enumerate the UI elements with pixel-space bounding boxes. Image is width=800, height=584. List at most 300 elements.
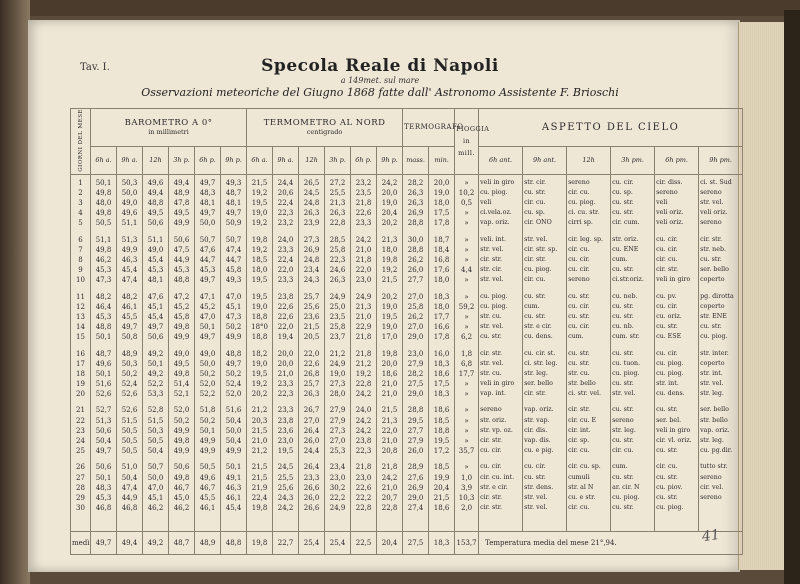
cell-value: 45,4	[147, 312, 164, 321]
cell-value: 49,6	[199, 473, 216, 482]
cell-value: 17,2	[433, 447, 450, 456]
cell-value: cir. cu.	[568, 245, 590, 253]
cell-value: 28,5	[329, 235, 346, 244]
cell-value: str. cu.	[568, 369, 590, 377]
cell-value: 45,1	[147, 493, 164, 502]
cell-value: str. vel.	[700, 199, 724, 207]
cell-value: 19,5	[251, 276, 268, 285]
book-binding-left	[0, 0, 30, 584]
col-header: min.	[429, 146, 455, 174]
cell-value: 49,9	[199, 437, 216, 446]
cell-value: str. cir.	[524, 178, 547, 186]
cell-value: 49,0	[199, 349, 216, 358]
thermometer-column	[377, 174, 403, 532]
cell-value: 48,8	[95, 323, 112, 332]
cell-value: 50,4	[225, 416, 242, 425]
cell-value: 49,7	[225, 209, 242, 218]
cell-value: 1,0	[461, 473, 473, 482]
cell-value: 12	[76, 302, 85, 311]
cell-value: cu. piog.	[480, 188, 508, 196]
cell-value: str. neb.	[700, 245, 726, 253]
cell-value: 49,5	[173, 209, 190, 218]
cell-value: 2,0	[461, 504, 473, 513]
cell-value: cu. str.	[612, 406, 634, 414]
cell-value: 26,9	[407, 483, 424, 492]
cell-value: 49,7	[121, 323, 138, 332]
cell-value: 20,0	[381, 188, 398, 197]
cell-value: 23,8	[277, 292, 294, 301]
cell-value: cu. str.	[612, 349, 634, 357]
cell-value: 22,8	[381, 504, 398, 513]
cell-value: cir. cu.	[568, 447, 590, 455]
mean-value: 49,4	[117, 532, 143, 555]
cell-value: 28,8	[407, 406, 424, 415]
cell-value: ser. bello	[524, 380, 553, 388]
cell-value: 16,0	[433, 349, 450, 358]
cell-value: 50,3	[121, 359, 138, 368]
cell-value: cu. str.	[700, 256, 722, 264]
cell-value: »	[464, 323, 469, 332]
cell-value: sereno	[700, 473, 722, 481]
cell-value: 23,4	[303, 266, 320, 275]
cell-value: 25,6	[303, 302, 320, 311]
cell-value: 18,5	[433, 416, 450, 425]
cell-value: 49,9	[173, 219, 190, 228]
observations-table	[70, 108, 743, 555]
cell-value: cu. str.	[612, 504, 634, 512]
cell-value: 48,1	[199, 199, 216, 208]
cell-value: 3,9	[461, 483, 473, 492]
cell-value: 15	[76, 333, 85, 342]
cell-value: cir. cu.	[656, 463, 678, 471]
cell-value: 21,5	[251, 473, 268, 482]
cell-value: 17,8	[433, 219, 450, 228]
cell-value: 50,0	[199, 359, 216, 368]
cell-value: cir. str.	[524, 256, 547, 264]
cell-value: 50,8	[121, 333, 138, 342]
cell-value: 19,0	[381, 323, 398, 332]
col-header: 9h pm.	[699, 146, 743, 174]
cell-value: 20,8	[381, 447, 398, 456]
page-subtitle: a 149met. sul mare	[340, 76, 420, 85]
cell-value: 23,0	[407, 349, 424, 358]
cell-value: cu. piog.	[568, 199, 596, 207]
cell-value: 46,3	[121, 256, 138, 265]
cell-value: 19,8	[251, 235, 268, 244]
cell-value: cu. e str.	[568, 493, 596, 501]
sub-header-row	[71, 146, 743, 174]
rain-total: 153,7	[455, 532, 479, 555]
cell-value: 27,7	[407, 426, 424, 435]
cell-value: 49,3	[225, 178, 242, 187]
cell-value: 24,2	[355, 416, 372, 425]
cell-value: 49,8	[173, 369, 190, 378]
cell-value: coperto	[700, 302, 725, 310]
cell-value: cir. int.	[568, 426, 591, 434]
cell-value: 22,3	[277, 390, 294, 399]
cell-value: cu. str.	[568, 349, 590, 357]
plate-number: Tav. I.	[80, 62, 110, 73]
cell-value: cu. cir.	[568, 266, 590, 274]
cell-value: 26,9	[303, 245, 320, 254]
cell-value: 22,4	[251, 493, 268, 502]
cell-value: 28,8	[407, 219, 424, 228]
cell-value: 44,7	[199, 256, 216, 265]
cell-value: 24,2	[355, 390, 372, 399]
cell-value: 50,6	[173, 235, 190, 244]
cell-value: 4,4	[461, 266, 473, 275]
cell-value: »	[464, 235, 469, 244]
cell-value: 22,3	[277, 209, 294, 218]
cell-value: 51,3	[121, 235, 138, 244]
cell-value: 24,9	[329, 504, 346, 513]
cell-value: 25	[76, 447, 85, 456]
cell-value: veli oriz.	[656, 219, 684, 227]
cell-value: 24,8	[303, 256, 320, 265]
cell-value: cu. str.	[568, 359, 590, 367]
cell-value: cu. str.	[524, 292, 546, 300]
cell-value: cir. vel.	[700, 483, 724, 491]
barometer-column	[143, 174, 169, 532]
cell-value: 27,9	[329, 406, 346, 415]
cell-value: 21,5	[433, 493, 450, 502]
cell-value: str. e cir.	[524, 323, 552, 331]
cell-value: 29,0	[407, 390, 424, 399]
cell-value: 19	[76, 380, 85, 389]
cell-value: 28,2	[407, 369, 424, 378]
cell-value: 19,0	[329, 369, 346, 378]
col-header: mass.	[403, 146, 429, 174]
cell-value: 21,2	[355, 359, 372, 368]
cell-value: str. leg.	[700, 390, 724, 398]
cell-value: 30,0	[407, 235, 424, 244]
cell-value: 25,6	[277, 483, 294, 492]
cell-value: 21,8	[355, 463, 372, 472]
cell-value: 51,5	[147, 416, 164, 425]
cell-value: 10,2	[458, 188, 475, 197]
cell-value: 30,2	[329, 483, 346, 492]
cell-value: 20,0	[381, 359, 398, 368]
cell-value: »	[464, 463, 469, 472]
col-header: 9h ant.	[523, 146, 567, 174]
cell-value: 21,2	[251, 447, 268, 456]
cell-value: cir. str. sp.	[524, 245, 558, 253]
cell-value: cu. piog.	[656, 369, 684, 377]
cell-value: 50,4	[95, 437, 112, 446]
cell-value: cu. piog.	[480, 302, 508, 310]
cell-value: 24,5	[303, 188, 320, 197]
cell-value: 4	[78, 209, 83, 218]
cell-value: 47,8	[173, 199, 190, 208]
cell-value: 22,4	[277, 199, 294, 208]
cell-value: str. e cir.	[480, 483, 508, 491]
cell-value: 45,8	[225, 266, 242, 275]
cell-value: 21,0	[355, 312, 372, 321]
cell-value: 19,0	[433, 188, 450, 197]
cell-value: 18,2	[251, 349, 268, 358]
cell-value: 19,4	[277, 333, 294, 342]
cell-value: ar. cir. N	[612, 483, 640, 491]
cell-value: 46,7	[173, 483, 190, 492]
cell-value: cir. vl. oriz.	[656, 437, 692, 445]
cell-value: 21,5	[381, 276, 398, 285]
cell-value: cu. str.	[524, 312, 546, 320]
cell-value: cu. piog.	[524, 266, 552, 274]
cell-value: 23,3	[277, 380, 294, 389]
mean-value: 25,4	[325, 532, 351, 555]
col-header: 6h a.	[247, 146, 273, 174]
cell-value: cir. cu.	[524, 199, 546, 207]
cell-value: cu. oriz.	[656, 312, 682, 320]
cell-value: »	[464, 219, 469, 228]
cell-value: 46,1	[121, 302, 138, 311]
cell-value: 49,8	[95, 209, 112, 218]
cell-value: str. vel.	[480, 276, 504, 284]
cell-value: 21,8	[381, 463, 398, 472]
cell-value: str. int.	[656, 380, 679, 388]
cell-value: 27,0	[407, 292, 424, 301]
cell-value: 47,6	[147, 292, 164, 301]
cell-value: 50,0	[121, 188, 138, 197]
cell-value: 47,6	[199, 245, 216, 254]
cell-value: 24,2	[355, 426, 372, 435]
cell-value: 51,4	[173, 380, 190, 389]
cell-value: 50,7	[199, 235, 216, 244]
cell-value: 17,5	[433, 380, 450, 389]
cell-value: sereno	[700, 219, 722, 227]
cell-value: 50,1	[95, 369, 112, 378]
cell-value: 20,7	[381, 493, 398, 502]
cell-value: cir. str.	[700, 235, 723, 243]
thermometer-header: TERMOMETRO AL NORD centigrado	[247, 109, 403, 147]
cell-value: 45,5	[199, 493, 216, 502]
cell-value: 28,2	[407, 178, 424, 187]
cell-value: 49,8	[173, 473, 190, 482]
cell-value: 48,9	[121, 349, 138, 358]
cell-value: 50,1	[147, 359, 164, 368]
cell-value: 24,2	[381, 178, 398, 187]
cell-value: 50,6	[147, 219, 164, 228]
cell-value: 26,8	[303, 369, 320, 378]
cell-value: 23,5	[355, 188, 372, 197]
cell-value: 27,0	[329, 437, 346, 446]
cell-value: 48,3	[95, 483, 112, 492]
sky-column	[655, 174, 699, 532]
cell-value: 24,3	[303, 276, 320, 285]
cell-value: 49,9	[173, 333, 190, 342]
thermometer-column	[351, 174, 377, 532]
cell-value: vap. oriz.	[700, 426, 730, 434]
cell-value: str. vel.	[524, 504, 548, 512]
cell-value: 49,9	[121, 245, 138, 254]
cell-value: str. bello	[700, 416, 728, 424]
cell-value: »	[464, 276, 469, 285]
cell-value: ci. str. leg.	[524, 359, 558, 367]
cell-value: 48,0	[95, 199, 112, 208]
col-header: 9h p.	[221, 146, 247, 174]
cell-value: 50,9	[225, 219, 242, 228]
mean-value: 27,5	[403, 532, 429, 555]
cell-value: 19,8	[381, 349, 398, 358]
cell-value: »	[464, 406, 469, 415]
cell-value: 18,3	[433, 292, 450, 301]
cell-value: cu. cir.	[480, 463, 502, 471]
cell-value: 45,3	[173, 266, 190, 275]
cell-value: str. leg.	[700, 437, 724, 445]
cell-value: 49,8	[173, 323, 190, 332]
cell-value: 6	[78, 235, 83, 244]
cell-value: 49,8	[95, 188, 112, 197]
cell-value: 26,0	[303, 493, 320, 502]
cell-value: cir. str.	[568, 406, 591, 414]
cell-value: 19,0	[251, 209, 268, 218]
barometer-column	[221, 174, 247, 532]
cell-value: 25,7	[303, 380, 320, 389]
cell-value: 27,9	[407, 359, 424, 368]
cell-value: 26,4	[303, 426, 320, 435]
cell-value: 23,2	[277, 219, 294, 228]
cell-value: 26,6	[303, 483, 320, 492]
cell-value: 24,6	[329, 266, 346, 275]
cell-value: 18,6	[433, 406, 450, 415]
cell-value: vap. dis.	[524, 437, 551, 445]
cell-value: cu. cir.	[656, 235, 678, 243]
cell-value: 49,9	[225, 447, 242, 456]
cell-value: 21,0	[381, 390, 398, 399]
cell-value: cum.	[568, 333, 584, 341]
cell-value: cir. str.	[480, 349, 503, 357]
cell-value: 48,8	[147, 199, 164, 208]
cell-value: 22,3	[355, 447, 372, 456]
cell-value: 23,3	[277, 276, 294, 285]
cell-value: 46,2	[173, 504, 190, 513]
cell-value: cir. str.	[480, 256, 503, 264]
cell-value: 50,0	[147, 473, 164, 482]
sky-column	[523, 174, 567, 532]
cell-value: ser. bello	[700, 406, 729, 414]
sky-column	[699, 174, 743, 532]
cell-value: cu. str.	[700, 323, 722, 331]
cell-value: 50,1	[95, 178, 112, 187]
cell-value: ci. st. Sud	[700, 178, 732, 186]
cell-value: cum.	[612, 256, 628, 264]
cell-value: 22,0	[303, 349, 320, 358]
cell-value: 27,0	[407, 323, 424, 332]
cell-value: 47,0	[199, 312, 216, 321]
cell-value: 22,0	[277, 266, 294, 275]
cell-value: sereno	[700, 188, 722, 196]
col-header: 3h p.	[169, 146, 195, 174]
cell-value: 51,6	[225, 406, 242, 415]
cell-value: 19,5	[381, 312, 398, 321]
rain-header: PIOGGIA in mill.	[455, 109, 479, 175]
cell-value: cir. str.	[524, 390, 547, 398]
cell-value: cu. cir.	[568, 323, 590, 331]
cell-value: 49,7	[199, 276, 216, 285]
cell-value: 49,2	[147, 369, 164, 378]
cell-value: 27,3	[329, 380, 346, 389]
col-header: 6h a.	[91, 146, 117, 174]
cell-value: 50,5	[121, 447, 138, 456]
cell-value: veli in giro	[480, 380, 515, 388]
cell-value: cu. pg.dir.	[700, 447, 733, 455]
cell-value: 49,7	[225, 359, 242, 368]
cell-value: 52,0	[225, 390, 242, 399]
cell-value: 19,9	[433, 473, 450, 482]
cell-value: 19,0	[251, 359, 268, 368]
cell-value: 23,0	[355, 276, 372, 285]
cell-value: 17,6	[433, 266, 450, 275]
cell-value: 47,5	[173, 245, 190, 254]
cell-value: 17,8	[433, 333, 450, 342]
cell-value: 50,5	[121, 437, 138, 446]
cell-value: str. vp. oz.	[480, 426, 513, 434]
cell-value: str. al N	[568, 483, 594, 491]
cell-value: cir. cu.	[656, 256, 678, 264]
cell-value: 52,6	[121, 390, 138, 399]
cell-value: 21,9	[251, 483, 268, 492]
cell-value: 49,1	[225, 473, 242, 482]
cell-value: cu. str.	[612, 437, 634, 445]
cell-value: 45,0	[173, 493, 190, 502]
mean-value: 49,7	[91, 532, 117, 555]
cell-value: 23,9	[303, 219, 320, 228]
cell-value: 50,1	[225, 463, 242, 472]
cell-value: 20,0	[277, 349, 294, 358]
cell-value: str. vel.	[700, 380, 724, 388]
cell-value: 21,0	[355, 245, 372, 254]
cell-value: 26,3	[329, 209, 346, 218]
cell-value: 28,8	[407, 245, 424, 254]
cell-value: 50,1	[95, 333, 112, 342]
cell-value: 26,9	[407, 209, 424, 218]
cell-value: coperto	[700, 359, 725, 367]
cell-value: 24,3	[277, 493, 294, 502]
cell-value: 49,9	[173, 447, 190, 456]
cell-value: 6,8	[461, 359, 473, 368]
cell-value: veli in giro	[480, 178, 515, 186]
cell-value: cir. sp.	[568, 437, 590, 445]
monthly-mean-note: Temperatura media del mese 21°,94.	[479, 532, 743, 555]
cell-value: 22,4	[277, 256, 294, 265]
cell-value: cu. cir.	[568, 302, 590, 310]
cell-value: 26,3	[329, 276, 346, 285]
cell-value: »	[464, 416, 469, 425]
cell-value: 45,3	[95, 493, 112, 502]
cell-value: 50,2	[121, 369, 138, 378]
cell-value: 49,9	[225, 333, 242, 342]
cell-value: 25,5	[329, 188, 346, 197]
cell-value: 46,1	[199, 504, 216, 513]
rain-column	[455, 174, 479, 532]
cell-value: cu. ESE	[656, 333, 682, 341]
cell-value: »	[464, 312, 469, 321]
cell-value: cu. str.	[524, 473, 546, 481]
cell-value: 27,9	[329, 416, 346, 425]
cell-value: 22,2	[355, 493, 372, 502]
cell-value: 23,0	[329, 473, 346, 482]
cell-value: 48,8	[173, 276, 190, 285]
cell-value: cu. cir.	[524, 463, 546, 471]
cell-value: 20,6	[277, 188, 294, 197]
cell-value: 48,9	[173, 188, 190, 197]
mean-value: 25,4	[299, 532, 325, 555]
cell-value: 18,8	[251, 333, 268, 342]
cell-value: 26,3	[407, 188, 424, 197]
cell-value: 19,5	[251, 199, 268, 208]
cell-value: vap. oriz.	[524, 406, 554, 414]
cell-value: 22,2	[329, 493, 346, 502]
